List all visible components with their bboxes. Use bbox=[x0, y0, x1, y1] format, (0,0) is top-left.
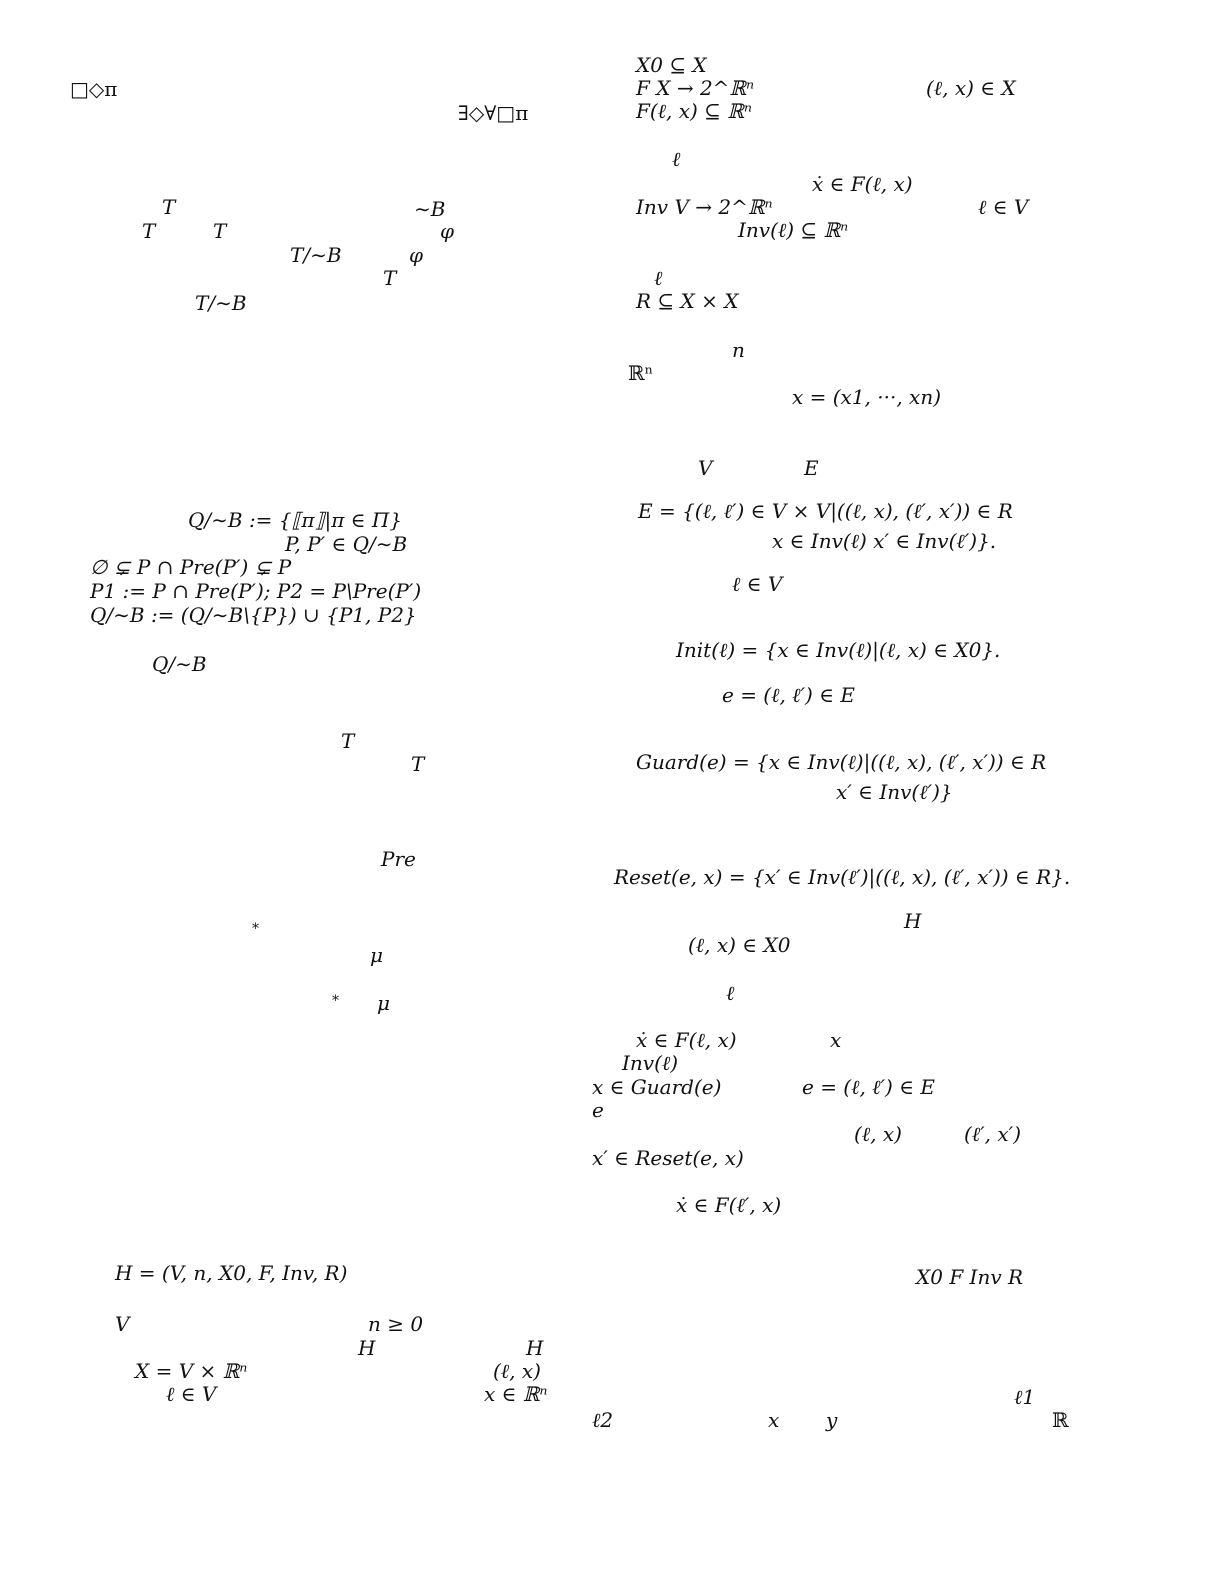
formula: Q/∼B bbox=[152, 652, 207, 676]
formula: V bbox=[698, 456, 713, 480]
formula: ℓ ∈ V bbox=[166, 1382, 217, 1406]
formula: Pre bbox=[381, 847, 416, 871]
formula: ℓ ∈ V bbox=[732, 572, 783, 596]
formula: (ℓ, x) bbox=[854, 1122, 902, 1146]
formula: H = (V, n, X0, F, Inv, R) bbox=[115, 1261, 348, 1285]
formula: y bbox=[826, 1408, 838, 1432]
formula: (ℓ′, x′) bbox=[964, 1122, 1022, 1146]
formula: ℓ bbox=[654, 266, 663, 290]
formula: ∃◇∀□π bbox=[458, 101, 529, 125]
formula: ℓ2 bbox=[592, 1408, 614, 1432]
formula: ∼B bbox=[414, 197, 446, 221]
formula: (ℓ, x) bbox=[493, 1359, 541, 1383]
formula: Q/∼B := (Q/∼B\{P}) ∪ {P1, P2} bbox=[90, 603, 417, 627]
formula: T bbox=[383, 266, 397, 290]
formula: Init(ℓ) = {x ∈ Inv(ℓ)|(ℓ, x) ∈ X0}. bbox=[676, 638, 1001, 662]
formula: T bbox=[213, 219, 227, 243]
formula: E = {(ℓ, ℓ′) ∈ V × V|((ℓ, x), (ℓ′, x′)) ∈ R bbox=[638, 499, 1013, 523]
formula: x bbox=[768, 1408, 780, 1432]
formula: ẋ ∈ F(ℓ, x) bbox=[636, 1028, 737, 1052]
formula: ℓ bbox=[672, 147, 681, 171]
formula: x bbox=[830, 1028, 842, 1052]
formula: T bbox=[142, 219, 156, 243]
formula: F(ℓ, x) ⊆ ℝⁿ bbox=[636, 99, 753, 123]
formula: Reset(e, x) = {x′ ∈ Inv(ℓ′)|((ℓ, x), (ℓ′, x′)) ∈ R}. bbox=[614, 865, 1071, 889]
formula: μ bbox=[370, 943, 383, 967]
formula: P1 := P ∩ Pre(P′); P2 = P\Pre(P′) bbox=[90, 579, 422, 603]
formula: φ bbox=[440, 219, 455, 243]
formula: T bbox=[411, 752, 425, 776]
formula: ℝ bbox=[1052, 1408, 1069, 1432]
formula: e bbox=[592, 1098, 604, 1122]
formula: Q/∼B := {⟦π⟧|π ∈ Π} bbox=[188, 508, 403, 532]
formula: x ∈ Guard(e) bbox=[592, 1075, 722, 1099]
formula: V bbox=[115, 1312, 130, 1336]
formula: X0 ⊆ X bbox=[636, 53, 707, 77]
formula: Inv(ℓ) ⊆ ℝⁿ bbox=[738, 218, 849, 242]
formula: (ℓ, x) ∈ X0 bbox=[688, 933, 791, 957]
formula: R ⊆ X × X bbox=[636, 289, 739, 313]
formula: * bbox=[252, 921, 259, 937]
formula: T/∼B bbox=[290, 243, 342, 267]
formula: ℓ bbox=[726, 981, 735, 1005]
formula: x′ ∈ Reset(e, x) bbox=[592, 1146, 744, 1170]
formula: e = (ℓ, ℓ′) ∈ E bbox=[802, 1075, 935, 1099]
formula: x ∈ Inv(ℓ) x′ ∈ Inv(ℓ′)}. bbox=[772, 529, 997, 553]
formula: (ℓ, x) ∈ X bbox=[926, 76, 1016, 100]
formula: X = V × ℝⁿ bbox=[135, 1359, 248, 1383]
formula: H bbox=[358, 1336, 376, 1360]
formula: ℝⁿ bbox=[628, 361, 654, 385]
formula: T bbox=[341, 729, 355, 753]
formula: H bbox=[526, 1336, 544, 1360]
formula: ℓ ∈ V bbox=[978, 195, 1029, 219]
formula: n bbox=[732, 338, 745, 362]
formula: Guard(e) = {x ∈ Inv(ℓ)|((ℓ, x), (ℓ′, x′)) ∈ R bbox=[636, 750, 1047, 774]
formula: x = (x1, ···, xn) bbox=[792, 385, 942, 409]
formula: T/∼B bbox=[195, 291, 247, 315]
formula: Inv(ℓ) bbox=[622, 1051, 679, 1075]
formula: * bbox=[332, 993, 339, 1009]
formula: φ bbox=[409, 243, 424, 267]
formula: n ≥ 0 bbox=[368, 1312, 424, 1336]
formula: ẋ ∈ F(ℓ, x) bbox=[812, 172, 913, 196]
formula: x ∈ ℝⁿ bbox=[484, 1382, 548, 1406]
formula: ℓ1 bbox=[1014, 1385, 1036, 1409]
formula: X0 F Inv R bbox=[916, 1265, 1024, 1289]
right-column bbox=[592, 0, 1224, 1584]
formula: ẋ ∈ F(ℓ′, x) bbox=[676, 1193, 782, 1217]
formula: E bbox=[804, 456, 819, 480]
formula: T bbox=[162, 195, 176, 219]
formula: Inv V → 2^ℝⁿ bbox=[636, 195, 773, 219]
formula: ∅ ⊊ P ∩ Pre(P′) ⊊ P bbox=[90, 555, 292, 579]
formula: F X → 2^ℝⁿ bbox=[636, 76, 755, 100]
formula: □◇π bbox=[70, 77, 118, 101]
formula: x′ ∈ Inv(ℓ′)} bbox=[836, 780, 953, 804]
formula: e = (ℓ, ℓ′) ∈ E bbox=[722, 683, 855, 707]
formula: μ bbox=[377, 991, 390, 1015]
formula: P, P′ ∈ Q/∼B bbox=[285, 532, 408, 556]
left-column bbox=[0, 0, 600, 1584]
formula: H bbox=[904, 909, 922, 933]
